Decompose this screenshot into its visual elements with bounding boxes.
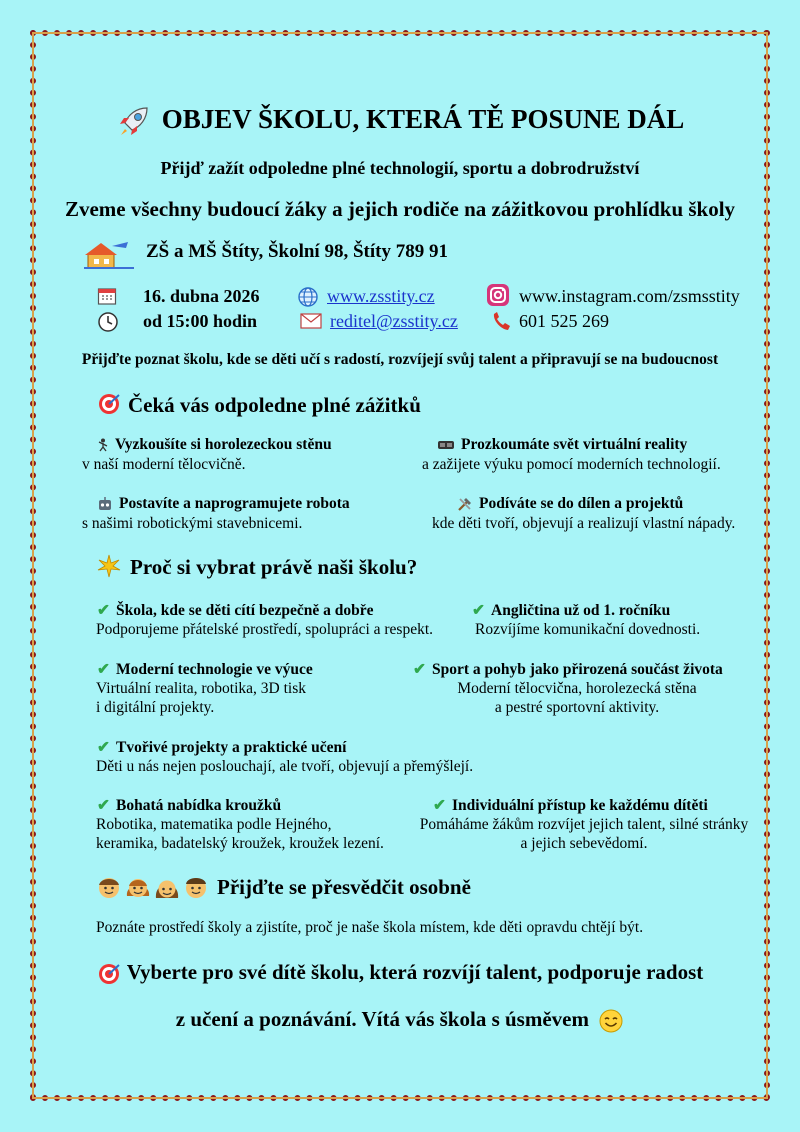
experience-text-workshop: kde děti tvoří, objevují a realizují vlastní nápady. — [432, 515, 736, 532]
reason-item-projects: ✔ Tvořivé projekty a praktické učení — [97, 739, 347, 756]
invitation-text: Zveme všechny budoucí žáky a jejich rodiče na zážitkovou prohlídku školy — [64, 197, 736, 221]
clock-icon — [97, 311, 119, 333]
closing-line-2: z učení a poznávání. Vítá vás škola s úsměvem — [0, 1007, 800, 1034]
tagline: Přijďte poznat školu, kde se děti učí s radostí, rozvíjejí svůj talent a připravují se na budoucnost — [81, 351, 719, 368]
envelope-icon — [300, 313, 322, 329]
reason-item-sport: ✔ Sport a pohyb jako přirozená součást života — [413, 661, 723, 678]
reason-item-safety: ✔ Škola, kde se děti cítí bezpečně a dobře — [97, 602, 374, 619]
rocket-icon — [116, 105, 150, 139]
poster-title — [0, 104, 800, 139]
experience-text-vr: a zažijete výuku pomocí moderních technologií. — [422, 456, 721, 473]
globe-icon — [297, 286, 319, 308]
title-text: OBJEV ŠKOLU, KTERÁ TĚ POSUNE DÁL — [161, 104, 685, 134]
sparkle-icon — [97, 554, 121, 578]
event-date: 16. dubna 2026 — [143, 286, 260, 306]
checkmark-icon: ✔ — [472, 602, 485, 619]
experiences-heading: Čeká vás odpoledne plné zážitků — [128, 393, 421, 417]
reason-text-safety: Podporujeme přátelské prostředí, spolupráci a respekt. — [96, 621, 434, 638]
event-time: od 15:00 hodin — [143, 311, 258, 331]
school-logo-icon — [82, 238, 136, 272]
reason-text-technology-2: i digitální projekty. — [96, 699, 215, 716]
reason-text-clubs-1: Robotika, matematika podle Hejného, — [96, 816, 332, 833]
reason-text-technology-1: Virtuální realita, robotika, 3D tisk — [96, 680, 306, 697]
checkmark-icon: ✔ — [97, 797, 110, 814]
reason-text-individual-1: Pomáháme žákům rozvíjet jejich talent, silné stránky — [419, 816, 749, 833]
calendar-icon — [97, 286, 117, 306]
reason-text-clubs-2: keramika, badatelský kroužek, kroužek lezení. — [96, 835, 384, 852]
experience-text-climbing: v naší moderní tělocvičně. — [82, 456, 246, 473]
vr-goggles-icon — [437, 439, 455, 451]
instagram-icon — [485, 282, 511, 308]
closing-line-1: Vyberte pro své dítě školu, která rozvíjí talent, podporuje radost — [0, 960, 800, 986]
school-address: ZŠ a MŠ Štíty, Školní 98, Štíty 789 91 — [146, 241, 448, 262]
checkmark-icon: ✔ — [97, 739, 110, 756]
experience-item-workshop: Podíváte se do dílen a projektů — [457, 495, 683, 513]
checkmark-icon: ✔ — [97, 602, 110, 619]
experience-text-robot: s našimi robotickými stavebnicemi. — [82, 515, 303, 532]
robot-icon — [97, 496, 113, 512]
checkmark-icon: ✔ — [413, 661, 426, 678]
climber-icon — [97, 438, 109, 452]
reason-item-technology: ✔ Moderní technologie ve výuce — [97, 661, 313, 678]
email-link[interactable]: reditel@zsstity.cz — [330, 311, 458, 331]
experience-item-vr: Prozkoumáte svět virtuální reality — [437, 436, 687, 454]
smiley-icon — [598, 1008, 624, 1034]
reason-text-individual-2: a jejich sebevědomí. — [520, 835, 648, 852]
reason-item-english: ✔ Angličtina už od 1. ročníku — [472, 602, 671, 619]
website-link[interactable]: www.zsstity.cz — [327, 286, 435, 306]
target-icon — [97, 962, 121, 986]
reason-text-projects: Děti u nás nejen poslouchají, ale tvoří, objevují a přemýšlejí. — [96, 758, 474, 775]
checkmark-icon: ✔ — [97, 661, 110, 678]
visit-text: Poznáte prostředí školy a zjistíte, proč je naše škola místem, kde děti opravdu chtějí být. — [96, 919, 644, 936]
reasons-heading: Proč si vybrat právě naši školu? — [130, 555, 418, 579]
reason-item-clubs: ✔ Bohatá nabídka kroužků — [97, 797, 282, 814]
instagram-url[interactable]: www.instagram.com/zsmsstity — [519, 286, 740, 306]
phone-icon — [490, 311, 512, 333]
visit-heading: Přijďte se přesvědčit osobně — [217, 875, 471, 899]
target-icon — [97, 392, 121, 416]
family-faces-icon — [96, 874, 210, 900]
checkmark-icon: ✔ — [433, 797, 446, 814]
reason-text-sport-2: a pestré sportovní aktivity. — [494, 699, 660, 716]
phone-number[interactable]: 601 525 269 — [519, 311, 609, 331]
experience-item-climbing: Vyzkoušíte si horolezeckou stěnu — [97, 436, 332, 454]
reason-text-english: Rozvíjíme komunikační dovednosti. — [475, 621, 701, 638]
tools-icon — [457, 496, 473, 512]
reason-item-individual: ✔ Individuální přístup ke každému dítěti — [433, 797, 708, 814]
reason-text-sport-1: Moderní tělocvična, horolezecká stěna — [457, 680, 697, 697]
subtitle: Přijď zažít odpoledne plné technologií, sportu a dobrodružství — [160, 158, 640, 178]
experience-item-robot: Postavíte a naprogramujete robota — [97, 495, 350, 513]
